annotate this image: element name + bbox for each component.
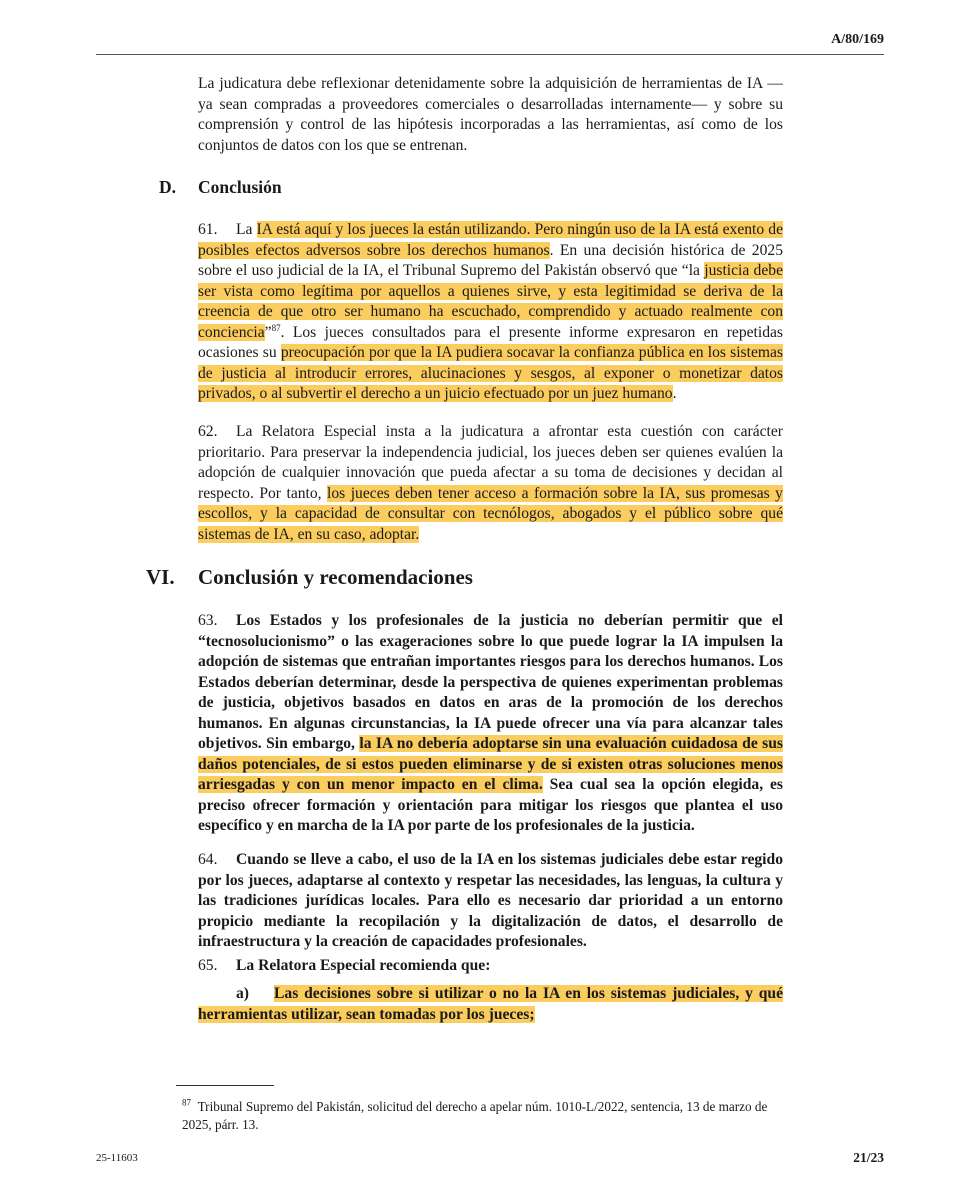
page-number: 21/23 — [853, 1150, 884, 1165]
footnote-text: Tribunal Supremo del Pakistán, solicitud del derecho a apelar núm. 1010-L/2022, sentencia, 13 de marzo de 2025, párr. 13. — [182, 1099, 768, 1132]
section-vi-number: VI. — [146, 565, 175, 589]
paragraph-number: 65. — [198, 957, 218, 974]
section-vi-title: Conclusión y recomendaciones — [198, 565, 473, 589]
text-run: . En una decisión histórica de 2025 sobre el uso judicial de la IA, el Tribunal Supremo del Pakistán observó que “la — [198, 241, 783, 279]
highlighted-text: preocupación por que la IA pudiera socavar la confianza pública en los sistemas de justicia al introducir errores, alucinaciones y sesgos, al exponer o monetizar datos privados, o al subvertir el derecho a un juicio efectuado por un juez humano — [198, 344, 783, 402]
header-rule — [96, 54, 884, 55]
highlighted-text: los jueces deben tener acceso a formación sobre la IA, sus promesas y escollos, y la capacidad de consultar con tecnólogos, abogados y el público sobre qué sistemas de IA, en su caso, adoptar. — [198, 484, 783, 543]
paragraph-number: 64. — [198, 851, 218, 868]
section-d-letter: D. — [159, 177, 177, 197]
text-run: La Relatora Especial recomienda que: — [236, 957, 491, 974]
document-number: 25-11603 — [96, 1152, 138, 1164]
intro-paragraph: La judicatura debe reflexionar detenidamente sobre la adquisición de herramientas de IA —ya sean compradas a proveedores comerciales o desarrolladas internamente— y sobre su comprensión y control de las hipótesis incorporadas a las herramientas, así como de los conjuntos de datos con los que se entrenan. — [198, 75, 783, 154]
text-run: Cuando se lleve a cabo, el uso de la IA en los sistemas judiciales debe estar regido por los jueces, adaptarse al contexto y respetar las necesidades, las lenguas, la cultura y las tradiciones jurídicas locales. Para ello es necesario dar prioridad a un entorno propicio mediante la recopilación y la digitalización de datos, el desarrollo de infraestructura y la creación de capacidades profesionales. — [198, 851, 783, 950]
text-run: . — [672, 385, 677, 402]
footnote-87 — [182, 1098, 782, 1134]
paragraph-number: 62. — [198, 423, 218, 440]
paragraph-number: 61. — [198, 221, 218, 238]
section-d-title: Conclusión — [198, 177, 282, 197]
footnote-number: 87 — [182, 1097, 191, 1108]
highlighted-text: Las decisiones sobre si utilizar o no la IA en los sistemas judiciales, y qué herramientas utilizar, sean tomadas por los jueces; — [198, 985, 783, 1023]
text-run: . Los jueces consultados para el presente informe expresaron en repetidas ocasiones su — [198, 323, 783, 361]
highlighted-text: IA está aquí y los jueces la están utilizando. Pero ningún uso de la IA está exento de posibles efectos adversos sobre los derechos humanos — [198, 221, 783, 259]
paragraph-61 — [198, 220, 783, 405]
recommendation-a — [198, 984, 783, 1025]
document-symbol: A/80/169 — [831, 32, 884, 47]
text-run: La Relatora Especial insta a la judicatura a afrontar esta cuestión con carácter prioritario. Para preservar la independencia judicial, los jueces deben ser quienes evalúen la adopción de cualquier innovación que pueda afectar a su toma de decisiones y decidan al respecto. Por tanto, — [198, 423, 783, 502]
text-run: Sea cual sea la opción elegida, es preciso ofrecer formación y orientación para mitigar los riesgos que plantea el uso específico y en marcha de la IA por parte de los profesionales de la justicia. — [198, 776, 783, 834]
paragraph-62 — [198, 422, 783, 545]
paragraph-63 — [198, 611, 783, 837]
highlighted-text: la IA no debería adoptarse sin una evaluación cuidadosa de sus daños potenciales, de si estos pueden eliminarse y de si existen otras soluciones menos arriesgadas y con un menor impacto en el clima. — [198, 735, 783, 793]
text-run: Los Estados y los profesionales de la justicia no deberían permitir que el “tecnosolucionismo” o las exageraciones sobre lo que puede lograr la IA impulsen la adopción de sistemas que entrañan importantes riesgos para los derechos humanos. Los Estados deberían determinar, desde la perspectiva de quienes experimentan problemas de justicia, objetivos basados en datos en aras de la promoción de los derechos humanos. En algunas circunstancias, la IA puede ofrecer una vía para alcanzar tales objetivos. Sin embargo, — [198, 612, 783, 752]
text-run: ” — [264, 323, 272, 341]
highlighted-text: justicia debe ser vista como legítima por aquellos a quienes sirve, y esta legitimidad se deriva de la creencia de que otro ser humano ha escuchado, comprendido y actuado realmente con conciencia — [198, 262, 783, 341]
footnote-reference[interactable]: 87 — [271, 322, 281, 333]
paragraph-65 — [198, 956, 783, 977]
text-run: La — [236, 221, 257, 238]
footnote-rule — [176, 1085, 274, 1086]
paragraph-64 — [198, 850, 783, 953]
paragraph-number: 63. — [198, 612, 218, 629]
item-label: a) — [236, 985, 249, 1002]
